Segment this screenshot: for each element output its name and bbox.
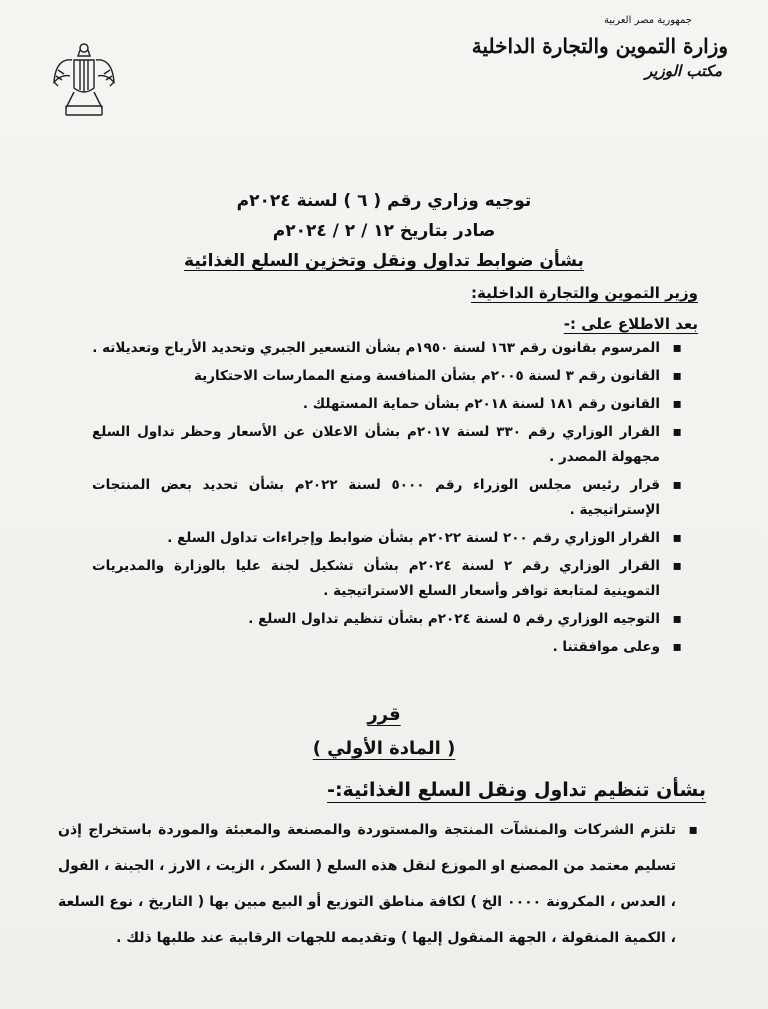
republic-name: جمهورية مصر العربية [604,15,692,26]
list-item: ▪ القانون رقم ١٨١ لسنة ٢٠١٨م بشأن حماية المستهلك . [92,392,682,417]
minister-office: مكتب الوزير [645,62,722,80]
list-item: ▪ القانون رقم ٣ لسنة ٢٠٠٥م بشأن المنافسة ومنع الممارسات الاحتكارية [92,364,682,389]
list-item: ▪ المرسوم بقانون رقم ١٦٣ لسنة ١٩٥٠م بشأن التسعير الجبري وتحديد الأرباح وتعديلاته . [92,336,682,361]
eagle-emblem-icon [52,38,116,122]
list-item: ▪ القرار الوزاري رقم ٢ لسنة ٢٠٢٤م بشأن تشكيل لجنة عليا بالوزارة والمديريات التموينية لمتابعة توافر وأسعار السلع الاستراتيجية . [92,554,682,604]
minister-heading: وزير التموين والتجارة الداخلية: [471,284,698,302]
list-item: ▪ وعلى موافقتنا . [92,635,682,660]
article-body [58,812,698,956]
article-heading: ( المادة الأولي ) [312,738,456,759]
list-item: ▪ قرار رئيس مجلس الوزراء رقم ٥٠٠٠ لسنة ٢٠٢٢م بشأن تحديد بعض المنتجات الإستراتيجية . [92,473,682,523]
list-item: ▪ القرار الوزاري رقم ٣٣٠ لسنة ٢٠١٧م بشأن الاعلان عن الأسعار وحظر تداول السلع مجهولة المصدر . [92,420,682,470]
ministry-name: وزارة التموين والتجارة الداخلية [471,34,728,58]
directive-subject: بشأن ضوابط تداول ونقل وتخزين السلع الغذائية [184,251,584,271]
list-item: ▪ التوجيه الوزاري رقم ٥ لسنة ٢٠٢٤م بشأن تنظيم تداول السلع . [92,607,682,632]
directive-header [0,186,768,276]
section-title: بشأن تنظيم تداول ونقل السلع الغذائية:- [327,779,706,801]
list-item: ▪ تلتزم الشركات والمنشآت المنتجة والمستوردة والمصنعة والمعبئة والموردة باستخراج إذن تسليم معتمد من المصنع او الموزع لنقل هذه السلع ( السكر ، الزيت ، الارز ، الجبنة ، الفول ، العدس ، المكرونة ٠٠٠٠ الخ ) لكافة مناطق التوزيع أو البيع مبين بها ( التاريخ ، نوع السلعة ، الكمية المنقولة ، الجهة المنقول إليها ) وتقديمه للجهات الرقابية عند طلبها ذلك . [58,812,698,956]
issue-date: صادر بتاريخ ١٢ / ٢ / ٢٠٢٤م [272,221,496,241]
list-item: ▪ القرار الوزاري رقم ٢٠٠ لسنة ٢٠٢٢م بشأن ضوابط وإجراءات تداول السلع . [92,526,682,551]
references-list [92,336,682,663]
decision-heading: قرر [367,704,401,725]
directive-title: توجيه وزاري رقم ( ٦ ) لسنة ٢٠٢٤م [236,191,532,211]
letterhead [428,14,728,82]
after-review-heading: بعد الاطلاع على :- [563,315,698,333]
